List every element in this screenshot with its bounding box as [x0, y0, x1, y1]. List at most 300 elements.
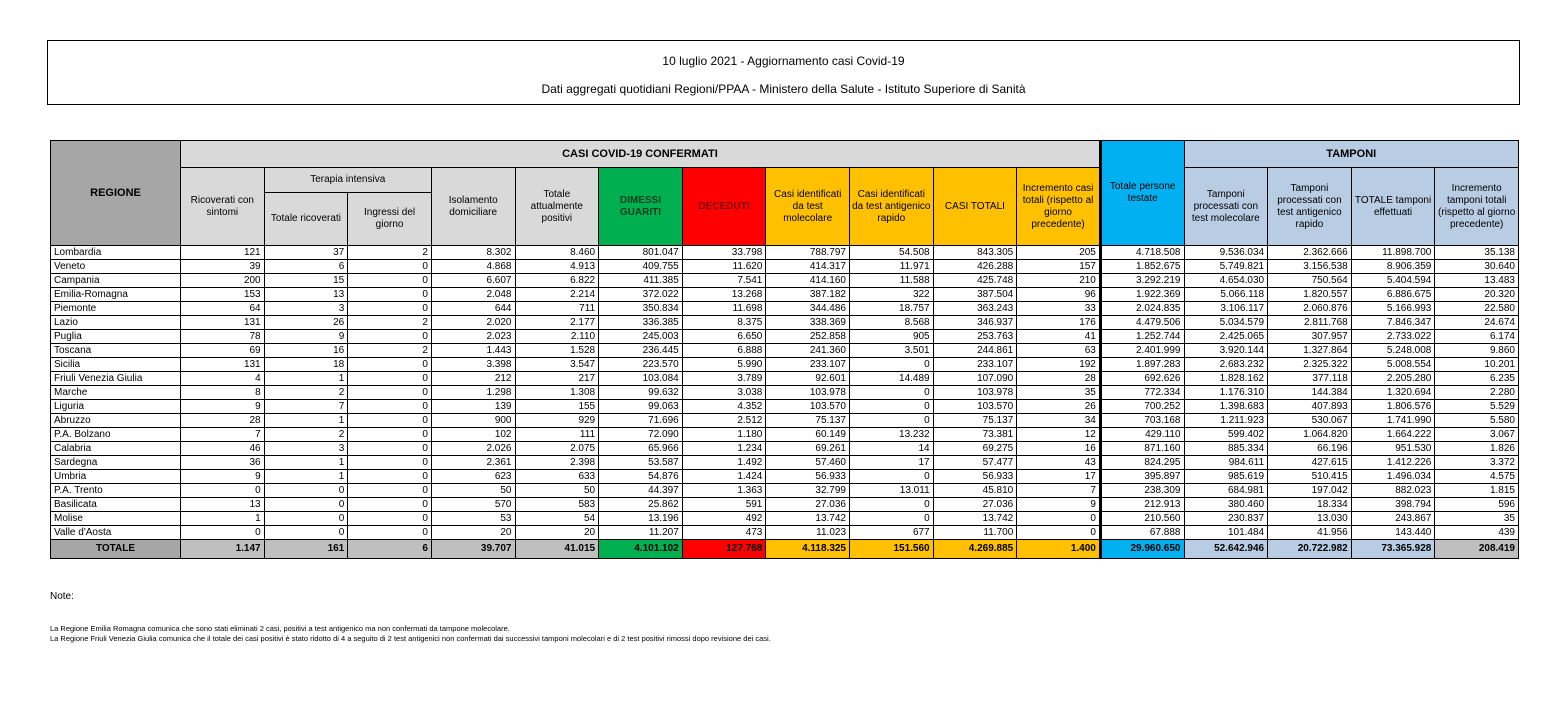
table-cell: 985.619	[1184, 470, 1268, 484]
note-line: La Regione Friuli Venezia Giulia comunica che il totale dei casi positivi è stato ridotto di 4 a seguito di 2 test antigenici non confermati dai successivi tamponi molecolari e di 2 test positivi rimossi dopo revisione dei casi.	[50, 634, 771, 643]
table-cell: 6.650	[682, 330, 766, 344]
table-cell: 54.508	[850, 246, 934, 260]
table-cell: 0	[348, 428, 432, 442]
table-cell: 1	[181, 512, 265, 526]
table-cell: 3.106.117	[1184, 302, 1268, 316]
total-cell: 1.400	[1017, 540, 1101, 559]
table-cell: 15	[264, 274, 348, 288]
header-group-casi-confermati: CASI COVID-19 CONFERMATI	[181, 141, 1101, 168]
table-cell: 46	[181, 442, 265, 456]
table-cell: 54	[515, 512, 599, 526]
report-subtitle: Dati aggregati quotidiani Regioni/PPAA - Ministero della Salute - Istituto Superiore di Sanità	[541, 82, 1026, 96]
table-cell: 56.933	[766, 470, 850, 484]
table-cell: 101.484	[1184, 526, 1268, 540]
table-cell: 71.696	[599, 414, 683, 428]
table-cell: 0	[348, 414, 432, 428]
table-cell: 951.530	[1351, 442, 1435, 456]
table-cell: 11.207	[599, 526, 683, 540]
table-cell: 2.362.666	[1268, 246, 1352, 260]
table-row	[51, 302, 1519, 316]
table-cell: 5.580	[1435, 414, 1519, 428]
table-cell: 153	[181, 288, 265, 302]
table-cell: 16	[1017, 442, 1101, 456]
table-cell: 338.369	[766, 316, 850, 330]
table-cell: 192	[1017, 358, 1101, 372]
table-cell: 3.789	[682, 372, 766, 386]
region-name: Emilia-Romagna	[51, 288, 181, 302]
table-cell: 0	[264, 484, 348, 498]
table-cell: 6.174	[1435, 330, 1519, 344]
table-cell: 111	[515, 428, 599, 442]
table-cell: 1.496.034	[1351, 470, 1435, 484]
table-cell: 700.252	[1100, 400, 1184, 414]
table-cell: 0	[348, 274, 432, 288]
table-cell: 67.888	[1100, 526, 1184, 540]
table-cell: 429.110	[1100, 428, 1184, 442]
table-cell: 0	[264, 526, 348, 540]
table-cell: 530.067	[1268, 414, 1352, 428]
table-cell: 322	[850, 288, 934, 302]
table-cell: 27.036	[766, 498, 850, 512]
table-cell: 212	[431, 372, 515, 386]
table-cell: 0	[348, 400, 432, 414]
header-incremento-casi: Incremento casi totali (rispetto al giorno precedente)	[1017, 168, 1101, 246]
table-cell: 599.402	[1184, 428, 1268, 442]
table-cell: 409.755	[599, 260, 683, 274]
table-cell: 75.137	[933, 414, 1017, 428]
table-cell: 644	[431, 302, 515, 316]
table-cell: 13.268	[682, 288, 766, 302]
table-cell: 223.570	[599, 358, 683, 372]
table-cell: 3	[264, 302, 348, 316]
table-cell: 307.957	[1268, 330, 1352, 344]
table-cell: 3	[264, 442, 348, 456]
table-cell: 346.937	[933, 316, 1017, 330]
region-name: Friuli Venezia Giulia	[51, 372, 181, 386]
table-row	[51, 428, 1519, 442]
table-row	[51, 512, 1519, 526]
table-cell: 33.798	[682, 246, 766, 260]
region-name: Valle d'Aosta	[51, 526, 181, 540]
table-cell: 9.860	[1435, 344, 1519, 358]
table-cell: 0	[348, 470, 432, 484]
header-tamponi-antigenico: Tamponi processati con test antigenico rapido	[1268, 168, 1352, 246]
table-cell: 2	[264, 386, 348, 400]
table-cell: 2	[348, 316, 432, 330]
table-cell: 2.425.065	[1184, 330, 1268, 344]
table-cell: 684.981	[1184, 484, 1268, 498]
table-cell: 210.560	[1100, 512, 1184, 526]
table-cell: 72.090	[599, 428, 683, 442]
table-cell: 41	[1017, 330, 1101, 344]
table-cell: 0	[264, 498, 348, 512]
table-cell: 1.897.283	[1100, 358, 1184, 372]
total-cell: 20.722.982	[1268, 540, 1352, 559]
table-cell: 41.956	[1268, 526, 1352, 540]
table-cell: 1.820.557	[1268, 288, 1352, 302]
table-cell: 37	[264, 246, 348, 260]
table-cell: 591	[682, 498, 766, 512]
table-cell: 3.038	[682, 386, 766, 400]
table-cell: 2.325.322	[1268, 358, 1352, 372]
table-cell: 7	[181, 428, 265, 442]
table-cell: 8.906.359	[1351, 260, 1435, 274]
table-cell: 92.601	[766, 372, 850, 386]
table-cell: 16	[264, 344, 348, 358]
table-cell: 8.460	[515, 246, 599, 260]
table-cell: 35.138	[1435, 246, 1519, 260]
table-cell: 801.047	[599, 246, 683, 260]
table-cell: 9.536.034	[1184, 246, 1268, 260]
header-dimessi-guariti: DIMESSI GUARITI	[599, 168, 683, 246]
table-cell: 363.243	[933, 302, 1017, 316]
table-cell: 0	[348, 526, 432, 540]
table-cell: 210	[1017, 274, 1101, 288]
table-cell: 2.733.022	[1351, 330, 1435, 344]
table-cell: 1.252.744	[1100, 330, 1184, 344]
table-cell: 7	[264, 400, 348, 414]
table-cell: 9	[264, 330, 348, 344]
table-cell: 13.742	[933, 512, 1017, 526]
table-cell: 3.067	[1435, 428, 1519, 442]
header-isolamento-domiciliare: Isolamento domiciliare	[431, 168, 515, 246]
table-cell: 33	[1017, 302, 1101, 316]
table-cell: 1	[264, 414, 348, 428]
table-cell: 24.674	[1435, 316, 1519, 330]
table-cell: 5.749.821	[1184, 260, 1268, 274]
table-cell: 703.168	[1100, 414, 1184, 428]
table-cell: 252.858	[766, 330, 850, 344]
table-cell: 241.360	[766, 344, 850, 358]
header-regione: REGIONE	[51, 141, 181, 246]
table-cell: 1.398.683	[1184, 400, 1268, 414]
region-name: Sardegna	[51, 456, 181, 470]
table-cell: 882.023	[1351, 484, 1435, 498]
table-cell: 238.309	[1100, 484, 1184, 498]
header-casi-antigenico: Casi identificati da test antigenico rapido	[850, 168, 934, 246]
table-cell: 1.176.310	[1184, 386, 1268, 400]
table-cell: 7.541	[682, 274, 766, 288]
table-cell: 57.460	[766, 456, 850, 470]
table-cell: 11.588	[850, 274, 934, 288]
table-cell: 131	[181, 316, 265, 330]
table-cell: 5.404.594	[1351, 274, 1435, 288]
table-cell: 44.397	[599, 484, 683, 498]
table-cell: 426.288	[933, 260, 1017, 274]
table-cell: 1.741.990	[1351, 414, 1435, 428]
header-group-tamponi: TAMPONI	[1184, 141, 1519, 168]
header-deceduti: DECEDUTI	[682, 168, 766, 246]
table-cell: 2.398	[515, 456, 599, 470]
table-cell: 0	[1017, 526, 1101, 540]
table-cell: 50	[515, 484, 599, 498]
table-cell: 217	[515, 372, 599, 386]
table-cell: 20.320	[1435, 288, 1519, 302]
table-row	[51, 400, 1519, 414]
table-cell: 57.477	[933, 456, 1017, 470]
table-cell: 623	[431, 470, 515, 484]
table-row	[51, 456, 1519, 470]
table-cell: 2.811.768	[1268, 316, 1352, 330]
table-cell: 0	[348, 372, 432, 386]
table-row	[51, 484, 1519, 498]
table-cell: 2.401.999	[1100, 344, 1184, 358]
region-name: Puglia	[51, 330, 181, 344]
header-casi-molecolare: Casi identificati da test molecolare	[766, 168, 850, 246]
table-cell: 3.372	[1435, 456, 1519, 470]
table-cell: 1.664.222	[1351, 428, 1435, 442]
table-cell: 9	[181, 400, 265, 414]
table-cell: 69	[181, 344, 265, 358]
table-cell: 69.261	[766, 442, 850, 456]
table-cell: 27.036	[933, 498, 1017, 512]
table-cell: 69.275	[933, 442, 1017, 456]
table-row	[51, 260, 1519, 274]
table-cell: 1.424	[682, 470, 766, 484]
table-cell: 824.295	[1100, 456, 1184, 470]
table-row	[51, 498, 1519, 512]
table-cell: 14	[850, 442, 934, 456]
table-cell: 633	[515, 470, 599, 484]
table-cell: 4.868	[431, 260, 515, 274]
table-cell: 885.334	[1184, 442, 1268, 456]
table-cell: 13.011	[850, 484, 934, 498]
header-ti-totale-ricoverati: Totale ricoverati	[264, 193, 348, 246]
table-cell: 32.799	[766, 484, 850, 498]
table-cell: 6	[264, 260, 348, 274]
table-cell: 387.182	[766, 288, 850, 302]
region-name: Sicilia	[51, 358, 181, 372]
table-cell: 35	[1017, 386, 1101, 400]
table-cell: 5.990	[682, 358, 766, 372]
table-cell: 236.445	[599, 344, 683, 358]
table-cell: 103.570	[766, 400, 850, 414]
table-cell: 398.794	[1351, 498, 1435, 512]
table-cell: 73.381	[933, 428, 1017, 442]
header-attualmente-positivi: Totale attualmente positivi	[515, 168, 599, 246]
table-cell: 1.180	[682, 428, 766, 442]
table-cell: 6.886.675	[1351, 288, 1435, 302]
covid-data-table	[50, 140, 1519, 559]
table-cell: 253.763	[933, 330, 1017, 344]
table-cell: 20	[515, 526, 599, 540]
table-cell: 13.742	[766, 512, 850, 526]
region-name: Molise	[51, 512, 181, 526]
table-cell: 2.020	[431, 316, 515, 330]
report-title-box	[47, 40, 1520, 105]
table-cell: 13.196	[599, 512, 683, 526]
table-cell: 45.810	[933, 484, 1017, 498]
table-cell: 64	[181, 302, 265, 316]
table-cell: 7	[1017, 484, 1101, 498]
table-cell: 7.846.347	[1351, 316, 1435, 330]
total-cell: 1.147	[181, 540, 265, 559]
table-cell: 2.214	[515, 288, 599, 302]
table-cell: 103.978	[933, 386, 1017, 400]
table-cell: 12	[1017, 428, 1101, 442]
table-cell: 243.867	[1351, 512, 1435, 526]
table-cell: 245.003	[599, 330, 683, 344]
table-cell: 427.615	[1268, 456, 1352, 470]
table-cell: 13	[181, 498, 265, 512]
table-cell: 905	[850, 330, 934, 344]
total-cell: 4.118.325	[766, 540, 850, 559]
table-cell: 60.149	[766, 428, 850, 442]
region-name: Campania	[51, 274, 181, 288]
table-cell: 344.486	[766, 302, 850, 316]
region-name: Abruzzo	[51, 414, 181, 428]
table-row	[51, 386, 1519, 400]
table-cell: 0	[181, 526, 265, 540]
table-cell: 425.748	[933, 274, 1017, 288]
table-cell: 1.828.162	[1184, 372, 1268, 386]
table-cell: 11.700	[933, 526, 1017, 540]
table-cell: 900	[431, 414, 515, 428]
table-cell: 0	[850, 498, 934, 512]
table-cell: 3.156.538	[1268, 260, 1352, 274]
table-cell: 1.806.576	[1351, 400, 1435, 414]
table-cell: 1	[264, 470, 348, 484]
table-cell: 102	[431, 428, 515, 442]
table-cell: 1	[264, 456, 348, 470]
table-cell: 26	[1017, 400, 1101, 414]
total-cell: 4.269.885	[933, 540, 1017, 559]
table-cell: 1.308	[515, 386, 599, 400]
table-cell: 0	[348, 260, 432, 274]
region-name: Veneto	[51, 260, 181, 274]
header-terapia-intensiva: Terapia intensiva	[264, 168, 431, 193]
table-cell: 6.235	[1435, 372, 1519, 386]
table-header	[51, 141, 1519, 246]
total-cell: 127.768	[682, 540, 766, 559]
table-cell: 380.460	[1184, 498, 1268, 512]
table-cell: 205	[1017, 246, 1101, 260]
table-cell: 200	[181, 274, 265, 288]
table-cell: 1.826	[1435, 442, 1519, 456]
region-name: Lombardia	[51, 246, 181, 260]
table-cell: 1.443	[431, 344, 515, 358]
table-cell: 1	[264, 372, 348, 386]
table-row	[51, 246, 1519, 260]
table-cell: 711	[515, 302, 599, 316]
table-cell: 99.063	[599, 400, 683, 414]
table-cell: 11.898.700	[1351, 246, 1435, 260]
table-cell: 212.913	[1100, 498, 1184, 512]
table-cell: 43	[1017, 456, 1101, 470]
table-cell: 139	[431, 400, 515, 414]
table-cell: 0	[348, 442, 432, 456]
table-cell: 6.888	[682, 344, 766, 358]
table-cell: 4.352	[682, 400, 766, 414]
table-cell: 2.280	[1435, 386, 1519, 400]
table-cell: 3.920.144	[1184, 344, 1268, 358]
table-cell: 233.107	[933, 358, 1017, 372]
total-cell: 52.642.946	[1184, 540, 1268, 559]
table-cell: 28	[1017, 372, 1101, 386]
table-cell: 230.837	[1184, 512, 1268, 526]
table-cell: 22.580	[1435, 302, 1519, 316]
table-cell: 843.305	[933, 246, 1017, 260]
table-cell: 9	[1017, 498, 1101, 512]
table-cell: 1.234	[682, 442, 766, 456]
table-cell: 144.384	[1268, 386, 1352, 400]
table-cell: 0	[348, 302, 432, 316]
table-cell: 596	[1435, 498, 1519, 512]
table-cell: 372.022	[599, 288, 683, 302]
region-name: Umbria	[51, 470, 181, 484]
table-cell: 336.385	[599, 316, 683, 330]
table-cell: 9	[181, 470, 265, 484]
table-cell: 78	[181, 330, 265, 344]
table-cell: 10.201	[1435, 358, 1519, 372]
table-cell: 197.042	[1268, 484, 1352, 498]
table-cell: 107.090	[933, 372, 1017, 386]
total-label: TOTALE	[51, 540, 181, 559]
table-cell: 2.075	[515, 442, 599, 456]
table-cell: 0	[348, 512, 432, 526]
table-cell: 39	[181, 260, 265, 274]
table-cell: 1.320.694	[1351, 386, 1435, 400]
table-cell: 0	[348, 288, 432, 302]
table-cell: 929	[515, 414, 599, 428]
table-row	[51, 344, 1519, 358]
header-incremento-tamponi: Incremento tamponi totali (rispetto al giorno precedente)	[1435, 168, 1519, 246]
table-cell: 34	[1017, 414, 1101, 428]
table-cell: 1.298	[431, 386, 515, 400]
table-cell: 0	[850, 512, 934, 526]
region-name: Liguria	[51, 400, 181, 414]
total-row	[51, 540, 1519, 559]
table-cell: 4.654.030	[1184, 274, 1268, 288]
report-title: 10 luglio 2021 - Aggiornamento casi Covid-19	[662, 54, 905, 68]
table-cell: 1.363	[682, 484, 766, 498]
table-cell: 1.064.820	[1268, 428, 1352, 442]
table-cell: 583	[515, 498, 599, 512]
table-cell: 2.026	[431, 442, 515, 456]
table-cell: 13.232	[850, 428, 934, 442]
table-cell: 4.913	[515, 260, 599, 274]
notes-heading: Note:	[50, 591, 74, 602]
table-cell: 5.166.993	[1351, 302, 1435, 316]
header-persone-testate: Totale persone testate	[1100, 141, 1184, 246]
table-cell: 11.023	[766, 526, 850, 540]
table-cell: 1.922.369	[1100, 288, 1184, 302]
table-cell: 3.501	[850, 344, 934, 358]
table-cell: 13	[264, 288, 348, 302]
table-cell: 2.683.232	[1184, 358, 1268, 372]
table-cell: 510.415	[1268, 470, 1352, 484]
table-cell: 4.575	[1435, 470, 1519, 484]
table-cell: 570	[431, 498, 515, 512]
table-cell: 0	[348, 386, 432, 400]
table-cell: 4.718.508	[1100, 246, 1184, 260]
table-cell: 155	[515, 400, 599, 414]
table-cell: 2.205.280	[1351, 372, 1435, 386]
table-cell: 1.852.675	[1100, 260, 1184, 274]
table-cell: 2	[348, 246, 432, 260]
table-cell: 2.048	[431, 288, 515, 302]
table-cell: 0	[264, 512, 348, 526]
total-cell: 39.707	[431, 540, 515, 559]
table-cell: 0	[850, 414, 934, 428]
table-cell: 13.030	[1268, 512, 1352, 526]
table-cell: 871.160	[1100, 442, 1184, 456]
table-row	[51, 274, 1519, 288]
table-row	[51, 288, 1519, 302]
table-cell: 30.640	[1435, 260, 1519, 274]
table-cell: 1.211.923	[1184, 414, 1268, 428]
total-cell: 4.101.102	[599, 540, 683, 559]
